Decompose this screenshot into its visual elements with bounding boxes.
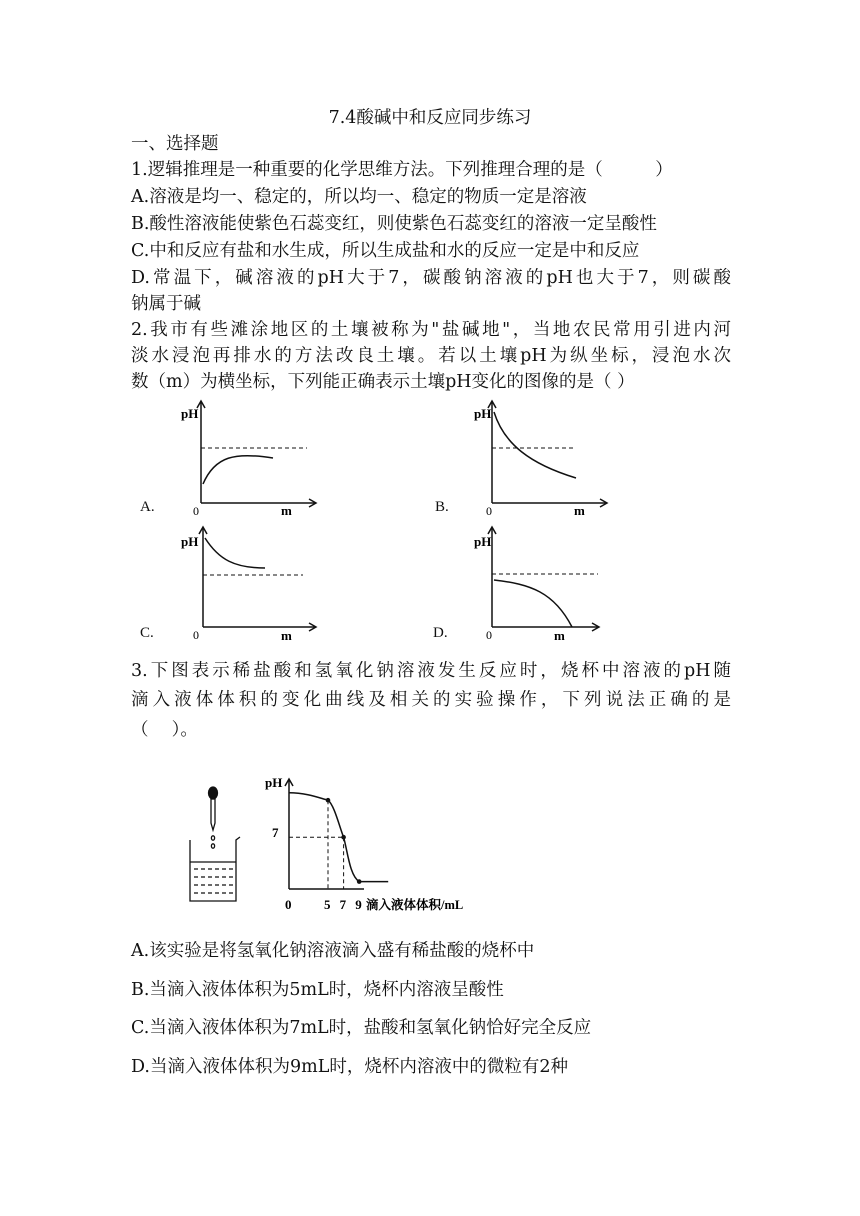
x-tick-label: 5 [324, 897, 331, 912]
q3-option-d: D.当滴入液体体积为9mL时，烧杯内溶液中的微粒有2种 [131, 1057, 568, 1077]
q2-graph-c [175, 524, 325, 644]
q1-option-c: C.中和反应有盐和水生成，所以生成盐和水的反应一定是中和反应 [131, 241, 640, 261]
q1-option-d-line1: D.常温下，碱溶液的pH大于7，碳酸钠溶液的pH也大于7，则碳酸 [131, 268, 731, 288]
ph-curve [494, 580, 572, 627]
worksheet-title: 7.4酸碱中和反应同步练习 [328, 108, 532, 128]
q2-option-b-label: B. [435, 499, 449, 515]
q3-option-c: C.当滴入液体体积为7mL时，盐酸和氢氧化钠恰好完全反应 [131, 1018, 592, 1038]
liquid [194, 869, 233, 893]
drop [211, 844, 214, 848]
data-point [341, 835, 346, 840]
origin-label: 0 [193, 628, 199, 642]
q2-stem-line3: 数（m）为横坐标，下列能正确表示土壤pH变化的图像的是（ ） [131, 372, 635, 392]
ph-titration-chart [258, 768, 498, 920]
q3-stem-line1: 3.下图表示稀盐酸和氢氧化钠溶液发生反应时，烧杯中溶液的pH随 [131, 661, 731, 681]
y-axis-label: pH [474, 534, 492, 549]
ph-curve [205, 538, 265, 568]
data-point [357, 879, 362, 884]
x-axis-label: 滴入液体体积/mL [366, 898, 464, 912]
q3-option-b: B.当滴入液体体积为5mL时，烧杯内溶液呈酸性 [131, 980, 504, 1000]
x-axis-label: m [281, 628, 292, 643]
section-heading: 一、选择题 [131, 134, 219, 154]
drop [211, 836, 214, 840]
q2-stem-line2: 淡水浸泡再排水的方法改良土壤。若以土壤pH为纵坐标，浸泡水次 [131, 346, 731, 366]
ph-curve [203, 456, 273, 484]
q3-option-a: A.该实验是将氢氧化钠溶液滴入盛有稀盐酸的烧杯中 [131, 941, 535, 961]
q2-graph-a [175, 398, 325, 518]
q2-option-d-label: D. [433, 625, 448, 641]
origin-label: 0 [486, 628, 492, 642]
q2-option-c-label: C. [140, 625, 154, 641]
q3-stem-line3: （ ）。 [131, 720, 198, 740]
q2-graph-d [470, 524, 620, 644]
q1-option-d-line2: 钠属于碱 [131, 294, 201, 314]
origin-label: 0 [486, 504, 492, 518]
q2-graph-b [470, 398, 620, 518]
origin-label: 0 [193, 504, 199, 518]
dropper-tube [211, 799, 215, 830]
x-axis-label: m [554, 628, 565, 643]
data-point [326, 798, 331, 803]
q1-option-b: B.酸性溶液能使紫色石蕊变红，则使紫色石蕊变红的溶液一定呈酸性 [131, 214, 657, 234]
x-tick-label: 0 [285, 897, 292, 912]
ph-curve [494, 412, 576, 478]
dropper-beaker-illustration [180, 778, 250, 913]
dropper-bulb [209, 787, 218, 799]
y-axis-label: pH [265, 775, 283, 790]
q1-option-a: A.溶液是均一、稳定的，所以均一、稳定的物质一定是溶液 [131, 187, 587, 207]
y-axis-label: pH [474, 406, 492, 421]
y-tick-label: 7 [272, 825, 279, 840]
y-axis-label: pH [181, 406, 199, 421]
q2-stem-line1: 2.我市有些滩涂地区的土壤被称为"盐碱地"，当地农民常用引进内河 [131, 320, 731, 340]
x-axis-label: m [281, 503, 292, 518]
x-axis-label: m [574, 503, 585, 518]
q3-stem-line2: 滴入液体体积的变化曲线及相关的实验操作，下列说法正确的是 [131, 690, 731, 710]
q1-stem: 1.逻辑推理是一种重要的化学思维方法。下列推理合理的是（ ） [131, 160, 673, 180]
q2-option-a-label: A. [140, 499, 155, 515]
x-tick-label: 9 [355, 897, 362, 912]
y-axis-label: pH [181, 534, 199, 549]
x-tick-label: 7 [339, 897, 347, 912]
